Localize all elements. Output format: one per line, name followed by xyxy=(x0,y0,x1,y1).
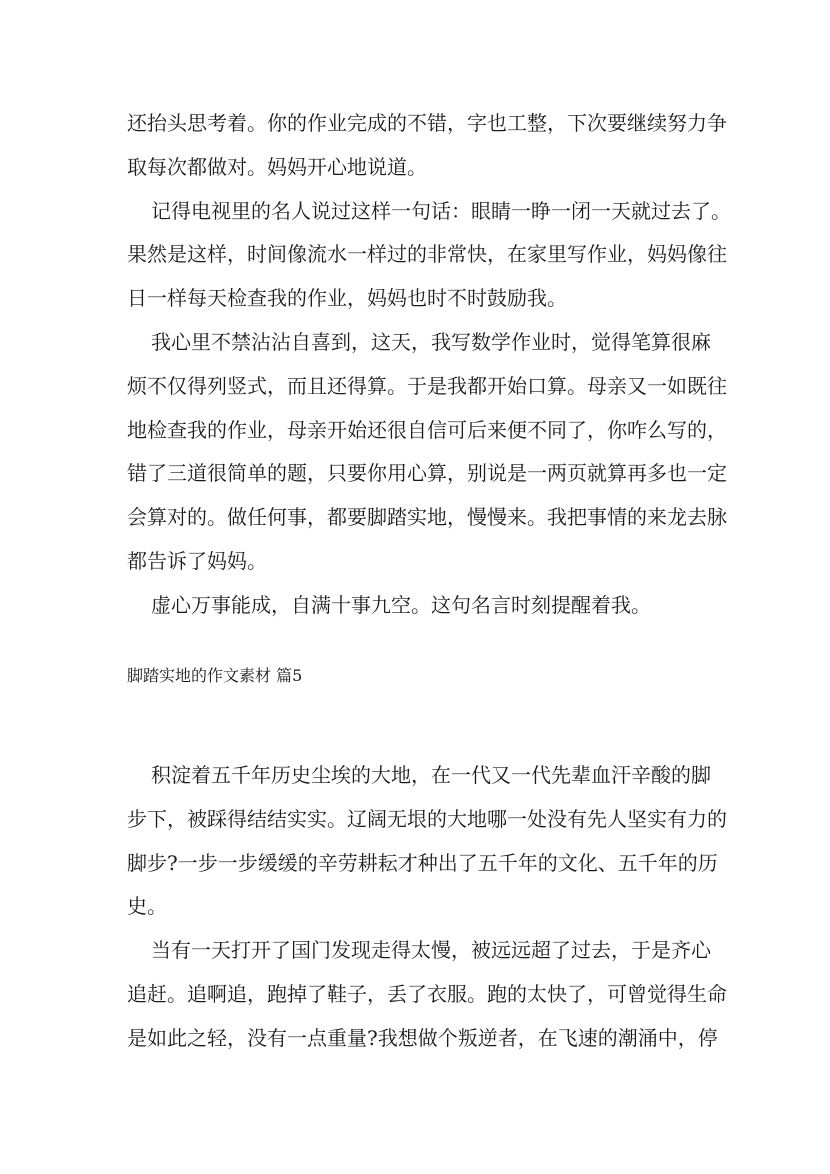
text-line: 日一样每天检查我的作业，妈妈也时不时鼓励我。 xyxy=(127,286,567,311)
text-line: 地检查我的作业，母亲开始还很自信可后来便不同了，你咋么写的， xyxy=(127,417,727,442)
text-line: 果然是这样，时间像流水一样过的非常快，在家里写作业，妈妈像往 xyxy=(127,242,727,267)
text-line: 史。 xyxy=(127,894,167,919)
text-line: 追赶。追啊追，跑掉了鞋子，丢了衣服。跑的太快了，可曾觉得生命 xyxy=(127,982,727,1006)
text-line: 我心里不禁沾沾自喜到，这天，我写数学作业时，觉得笔算很麻 xyxy=(151,330,711,354)
text-line: 步下，被踩得结结实实。辽阔无垠的大地哪一处没有先人坚实有力的 xyxy=(127,806,727,831)
text-line: 还抬头思考着。你的作业完成的不错，字也工整，下次要继续努力争 xyxy=(127,111,727,135)
text-line: 是如此之轻，没有一点重量?我想做个叛逆者，在飞速的潮涌中，停 xyxy=(127,1025,718,1050)
text-line: 记得电视里的名人说过这样一句话：眼睛一睁一闭一天就过去了。 xyxy=(151,198,731,223)
text-line: 烦不仅得列竖式，而且还得算。于是我都开始口算。母亲又一如既往 xyxy=(127,373,727,398)
text-line: 虚心万事能成，自满十事九空。这句名言时刻提醒着我。 xyxy=(151,592,651,617)
text-line: 错了三道很简单的题，只要你用心算，别说是一两页就算再多也一定 xyxy=(127,461,727,486)
text-line: 取每次都做对。妈妈开心地说道。 xyxy=(127,154,427,179)
text-line: 会算对的。做任何事，都要脚踏实地，慢慢来。我把事情的来龙去脉 xyxy=(127,505,727,530)
text-line: 都告诉了妈妈。 xyxy=(127,549,267,573)
text-line: 当有一天打开了国门发现走得太慢，被远远超了过去，于是齐心 xyxy=(151,938,711,963)
text-line: 积淀着五千年历史尘埃的大地，在一代又一代先辈血汗辛酸的脚 xyxy=(151,763,711,787)
section-heading: 脚踏实地的作文素材 篇5 xyxy=(127,666,303,685)
text-line: 脚步?一步一步缓缓的辛劳耕耘才种出了五千年的文化、五千年的历 xyxy=(127,850,718,875)
